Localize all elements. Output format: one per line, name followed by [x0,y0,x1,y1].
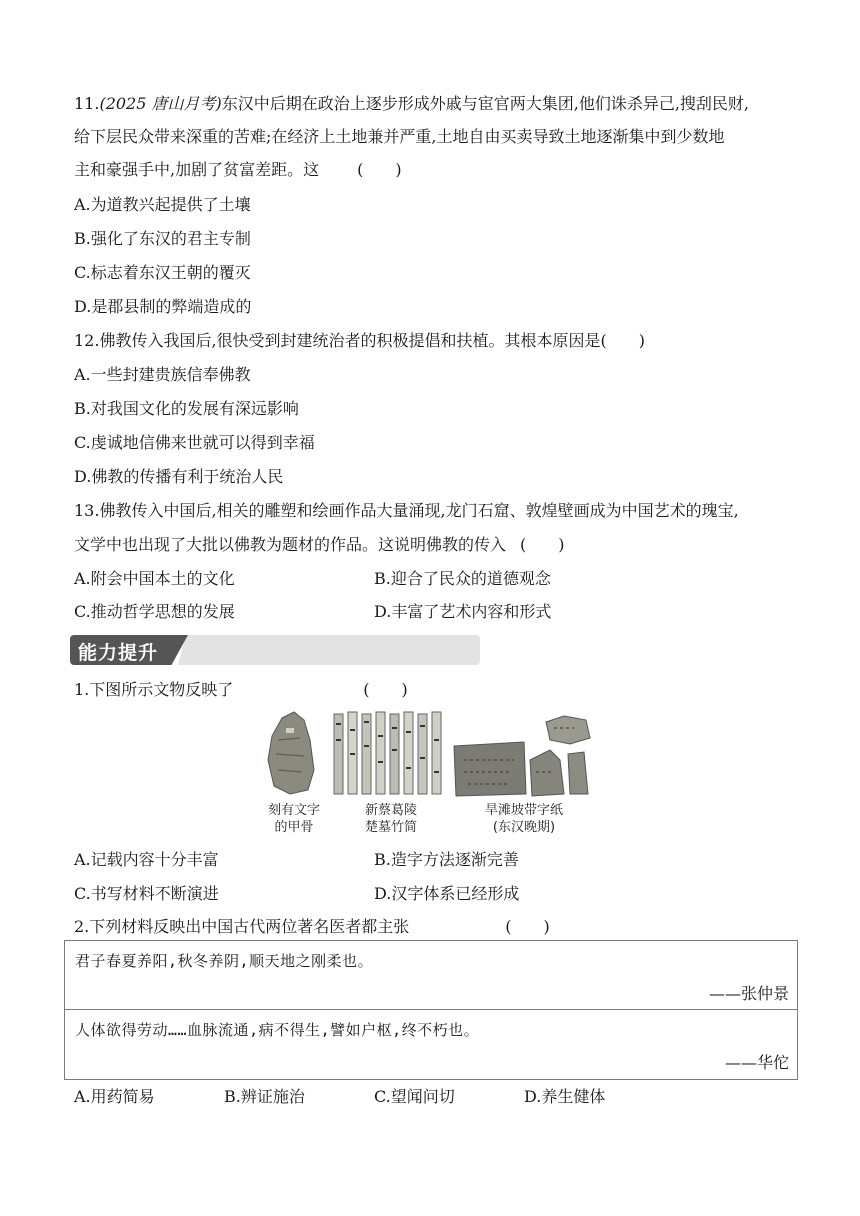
bamboo-slips-image [334,712,441,794]
q12-stem [74,330,645,352]
caption-line: 楚墓竹简 [364,820,417,835]
answer-paren: ( ) [363,680,408,699]
q13-option-a: A.附会中国本土的文化 [74,569,235,588]
answer-paren: ( ) [505,917,550,936]
caption-line: 旱滩坡带字纸 [484,803,563,818]
p2-option-d: D.养生健体 [524,1087,606,1106]
q12-option-b: B.对我国文化的发展有深远影响 [74,399,299,418]
caption-line: 刻有文字 [267,803,320,818]
answer-paren: ( ) [600,331,646,350]
p2-option-b: B.辨证施治 [224,1087,305,1106]
oracle-bone-image [268,712,314,794]
q12-option-c: C.虔诚地信佛来世就可以得到幸福 [74,433,315,452]
p2-option-a: A.用药简易 [74,1087,155,1106]
q11-number: 11. [74,94,100,113]
caption-oracle-bone [264,802,324,836]
caption-paper [464,802,584,836]
p1-option-b: B.造字方法逐渐完善 [374,850,519,869]
material-author: ——张仲景 [708,984,789,1003]
caption-line: (东汉晚期) [492,820,556,835]
material-author: ——华佗 [724,1053,789,1072]
p1-option-c: C.书写材料不断演进 [74,884,219,903]
answer-paren: ( ) [520,535,565,554]
q13-stem-line1: 13.佛教传入中国后,相关的雕塑和绘画作品大量涌现,龙门石窟、敦煌壁画成为中国艺术的瑰宝, [74,501,739,520]
material-row [65,1010,797,1078]
section-title: 能力提升 [78,642,159,664]
p1-stem-text: 1.下图所示文物反映了 [74,680,234,699]
answer-paren: ( ) [357,160,402,179]
p2-stem [74,916,550,938]
p1-stem [74,679,408,701]
material-quote: 人体欲得劳动……血脉流通,病不得生,譬如户枢,终不朽也。 [75,1021,480,1039]
artifact-figure [264,710,604,840]
q12-option-d: D.佛教的传播有利于统治人民 [74,467,284,486]
q12-option-a: A.一些封建贵族信奉佛教 [74,365,251,384]
q13-option-d: D.丰富了艺术内容和形式 [374,602,552,621]
caption-line: 的甲骨 [274,820,314,835]
q11-option-d: D.是郡县制的弊端造成的 [74,297,252,316]
banner-light-bar [178,635,480,665]
p2-option-c: C.望闻问切 [374,1087,455,1106]
caption-bamboo-slips [356,802,426,836]
q13-stem-line2-text: 文学中也出现了大批以佛教为题材的作品。这说明佛教的传入 [74,535,507,554]
artifact-illustration [264,710,604,800]
material-quote: 君子春夏养阳,秋冬养阴,顺天地之刚柔也。 [75,952,374,970]
q11-source: (2025 唐山月考) [99,94,222,113]
q11-stem-line3-text: 主和豪强手中,加剧了贫富差距。这 [74,160,320,179]
paper-fragments-image [454,716,590,796]
q12-stem-text: 12.佛教传入我国后,很快受到封建统治者的积极提倡和扶植。其根本原因是 [74,331,601,350]
q11-option-c: C.标志着东汉王朝的覆灭 [74,263,251,282]
q11-stem-line2: 给下层民众带来深重的苦难;在经济上土地兼并严重,土地自由买卖导致土地逐渐集中到少数地 [74,127,725,146]
caption-line: 新蔡葛陵 [364,803,417,818]
q11-stem-line3 [74,159,402,181]
material-row [65,941,797,1010]
q11-option-a: A.为道教兴起提供了土壤 [74,195,251,214]
q11-stem-text: 东汉中后期在政治上逐步形成外戚与宦官两大集团,他们诛杀异己,搜刮民财, [221,94,750,113]
p1-option-d: D.汉字体系已经形成 [374,884,520,903]
q13-option-c: C.推动哲学思想的发展 [74,602,235,621]
material-box [64,940,798,1080]
q11-option-b: B.强化了东汉的君主专制 [74,229,251,248]
section-banner [70,635,480,665]
q13-stem-line2 [74,534,565,556]
p1-option-a: A.记载内容十分丰富 [74,850,219,869]
q11-stem-line1 [74,93,749,115]
q13-option-b: B.迎合了民众的道德观念 [374,569,551,588]
p2-stem-text: 2.下列材料反映出中国古代两位著名医者都主张 [74,917,410,936]
